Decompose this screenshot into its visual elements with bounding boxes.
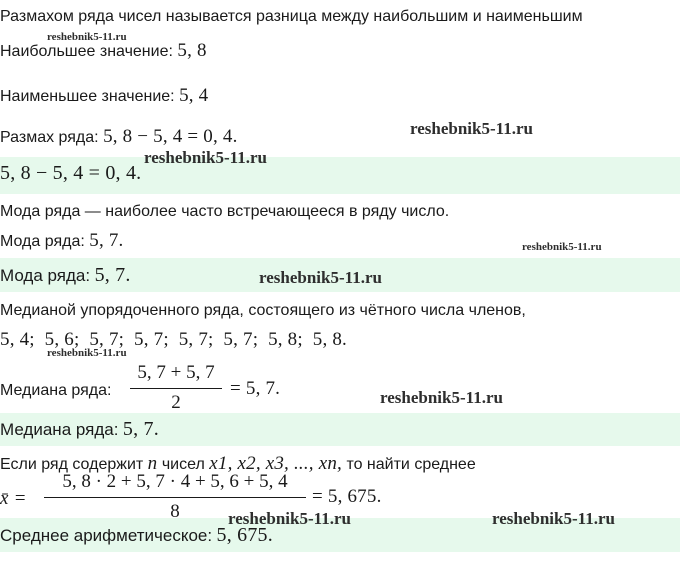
mean-result: = 5, 675. [312, 486, 382, 507]
mode-answer-value: 5, 7. [94, 264, 131, 286]
max-value-line [0, 40, 207, 63]
median-fraction [130, 362, 222, 412]
median-answer-label: Медиана ряда: [0, 420, 119, 439]
watermark: reshebnik5-11.ru [380, 388, 503, 407]
median-denominator: 2 [171, 392, 181, 413]
watermark: reshebnik5-11.ru [259, 268, 382, 287]
range-expression: 5, 8 − 5, 4 = 0, 4. [103, 126, 238, 147]
mean-numerator: 5, 8 · 2 + 5, 7 · 4 + 5, 6 + 5, 4 [62, 471, 288, 492]
ordered-series: 5, 4; 5, 6; 5, 7; 5, 7; 5, 7; 5, 7; 5, 8; 5, 8. [0, 329, 348, 350]
watermark: reshebnik5-11.ru [47, 31, 127, 43]
mode-line [0, 230, 124, 253]
range-answer: 5, 8 − 5, 4 = 0, 4. [0, 162, 142, 184]
mean-fraction-bar [44, 497, 306, 498]
median-definition: Медианой упорядоченного ряда, состоящего из чётного числа членов, [0, 302, 526, 319]
mode-definition: Мода ряда — наиболее часто встречающееся в ряду число. [0, 203, 450, 220]
median-fraction-bar [130, 388, 222, 389]
mean-intro: Если ряд содержит n чисел x1, x2, x3, ..., xn, то найти среднее [0, 453, 476, 474]
median-answer-value: 5, 7. [122, 418, 159, 440]
watermark: reshebnik5-11.ru [47, 347, 127, 359]
median-answer [0, 418, 159, 442]
watermark: reshebnik5-11.ru [144, 148, 267, 167]
range-label: Размах ряда: [0, 129, 99, 146]
mean-answer-label: Среднее арифметическое: [0, 526, 213, 545]
mean-answer-value: 5, 675. [216, 524, 273, 546]
mean-variables: x1, x2, x3, ..., xn, [209, 453, 342, 474]
min-label: Наименьшее значение: [0, 88, 175, 105]
mode-value: 5, 7. [89, 230, 124, 251]
mean-denominator: 8 [170, 501, 180, 522]
median-line [0, 380, 111, 402]
median-numerator: 5, 7 + 5, 7 [137, 362, 215, 383]
mode-label: Мода ряда: [0, 233, 85, 250]
mode-answer [0, 264, 131, 288]
watermark: reshebnik5-11.ru [410, 119, 533, 138]
watermark: reshebnik5-11.ru [492, 509, 615, 528]
mean-lhs: x̄ = [0, 488, 27, 509]
median-result: = 5, 7. [230, 378, 281, 399]
range-line [0, 126, 238, 149]
median-label: Медиана ряда: [0, 382, 112, 399]
watermark: reshebnik5-11.ru [228, 509, 351, 528]
min-value: 5, 4 [179, 85, 209, 106]
watermark: reshebnik5-11.ru [522, 241, 602, 253]
max-value: 5, 8 [177, 40, 207, 61]
range-definition: Размахом ряда чисел называется разница между наибольшим и наименьшим [0, 8, 583, 25]
mode-answer-label: Мода ряда: [0, 266, 91, 285]
max-label: Наибольшее значение: [0, 43, 173, 60]
min-value-line [0, 85, 208, 108]
